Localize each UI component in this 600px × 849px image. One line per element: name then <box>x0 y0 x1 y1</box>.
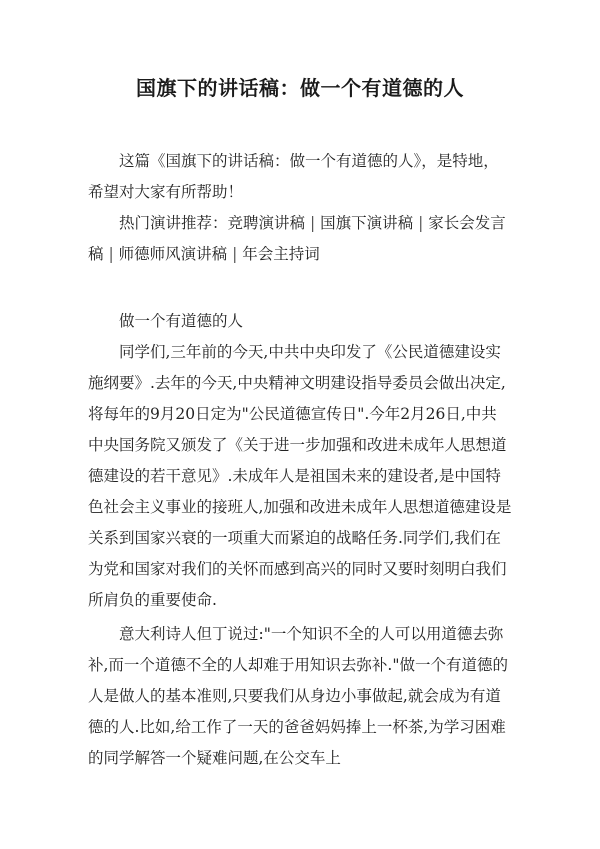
link-separator: | <box>232 245 238 263</box>
speech-paragraph: 同学们,三年前的今天,中共中央印发了《公民道德建设实施纲要》.去年的今天,中央精神文明建设指导委员会做出决定,将每年的9月20日定为"公民道德宣传日".今年2月26日,中共中央国务院又颁发了《关于进一步加强和改进未成年人思想道德建设的若干意见》.未成年人是祖国未来的建设者,是中国特色社会主义事业的接班人,加强和改进未成年人思想道德建设是关系到国家兴衰的一项重大而紧迫的战略任务.同学们,我们在为党和国家对我们的关怀而感到高兴的同时又要时刻明白我们所肩负的重要使命. <box>88 343 512 609</box>
document-title: 国旗下的讲话稿：做一个有道德的人 <box>136 76 464 100</box>
speech-paragraph: 意大利诗人但丁说过:"一个知识不全的人可以用道德去弥补,而一个道德不全的人却难于用知识去弥补."做一个有道德的人是做人的基本准则,只要我们从身边小事做起,就会成为有道德的人.比如,给工作了一天的爸爸妈妈捧上一杯茶,为学习困难的同学解答一个疑难问题,在公交车上 <box>88 625 508 767</box>
hot-link[interactable]: 国旗下演讲稿 <box>320 214 414 232</box>
hot-link[interactable]: 年会主持词 <box>242 245 320 263</box>
speech-body <box>88 306 512 774</box>
hot-prefix: 热门演讲推荐： <box>119 214 228 232</box>
hot-link[interactable]: 师德师风演讲稿 <box>118 245 228 263</box>
speech-subtitle: 做一个有道德的人 <box>119 312 244 330</box>
hot-recommendations <box>88 208 512 270</box>
intro-text: 这篇《国旗下的讲话稿：做一个有道德的人》，是特地，希望对大家有所帮助！ <box>88 152 499 201</box>
hot-link[interactable]: 家长会发言稿 <box>88 214 506 263</box>
link-separator: | <box>309 214 316 232</box>
hot-line <box>88 208 512 270</box>
link-separator: | <box>418 214 424 232</box>
intro-section <box>88 146 512 208</box>
hot-link[interactable]: 竞聘演讲稿 <box>227 214 306 232</box>
link-separator: | <box>108 245 114 263</box>
